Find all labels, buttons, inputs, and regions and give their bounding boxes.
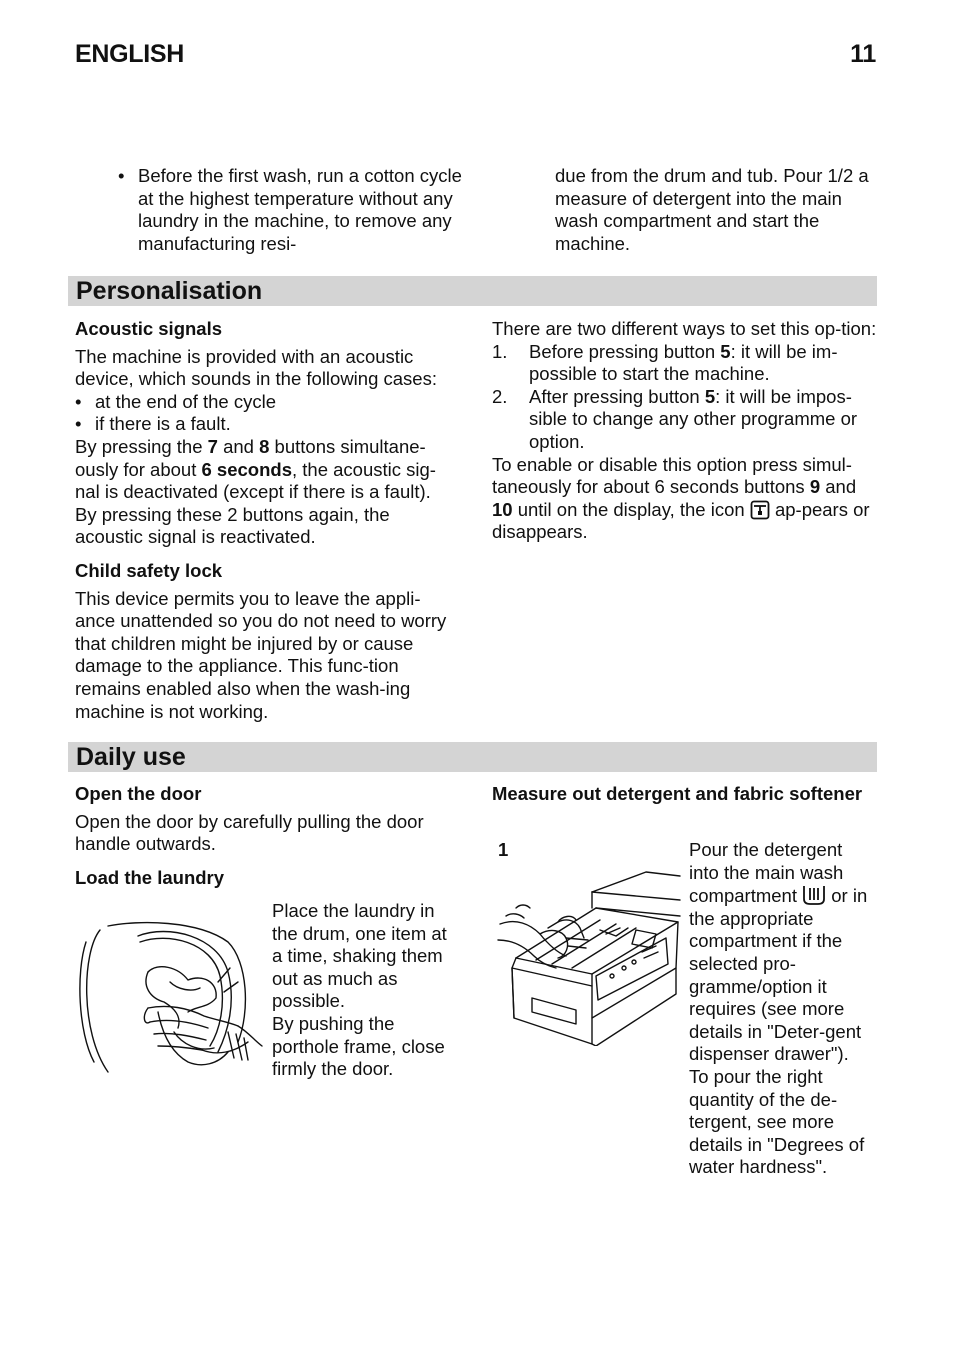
load-laundry-instruction: Place the laundry in the drum, one item at a time, shaking them out as much as possible. xyxy=(272,900,447,1012)
load-laundry-text xyxy=(272,900,457,1081)
acoustic-bullet-text: at the end of the cycle xyxy=(95,390,277,412)
lock-option-item: 1. Before pressing button 5: it will be im-possible to start the machine. xyxy=(492,340,838,385)
page-language: ENGLISH xyxy=(75,40,185,68)
load-laundry-heading: Load the laundry xyxy=(75,866,225,888)
personalisation-left-column xyxy=(75,318,460,723)
intro-bullet-part1: Before the first wash, run a cotton cycle at the highest temperature without any laundry in the machine, to remove any manufacturing resi- xyxy=(138,165,462,254)
measure-text xyxy=(689,839,877,1179)
section-title: Personalisation xyxy=(76,277,263,305)
section-title: Daily use xyxy=(76,743,186,771)
intro-bullet-part2: due from the drum and tub. Pour 1/2 a measure of detergent into the main wash compartment and start the machine. xyxy=(555,165,869,254)
load-laundry-illustration xyxy=(78,912,268,1084)
acoustic-heading: Acoustic signals xyxy=(75,318,223,339)
detergent-drawer-illustration xyxy=(496,868,682,1046)
open-door-text: Open the door by carefully pulling the door handle outwards. xyxy=(75,810,424,855)
acoustic-intro: The machine is provided with an acoustic device, which sounds in the following cases: xyxy=(75,345,437,390)
page-number: 11 xyxy=(850,40,876,68)
section-daily-use xyxy=(68,742,877,772)
acoustic-bullet xyxy=(75,413,460,436)
child-lock-text: This device permits you to leave the appli-ance unattended so you do not need to worry that children might be injured by or cause damage to the appliance. This func-tion remains enabled also when the wash-ing machine is not working. xyxy=(75,587,447,722)
daily-left-column xyxy=(75,783,460,889)
lock-option-item: 2. After pressing button 5: it will be impos-sible to change any other programme or option. xyxy=(492,385,858,452)
child-lock-icon xyxy=(750,500,770,520)
lock-toggle-text: To enable or disable this option press simul-taneously for about 6 seconds buttons 9 and 10 until on the display, the icon ap-pears or disappears. xyxy=(492,453,870,543)
section-personalisation xyxy=(68,276,877,306)
acoustic-bullet xyxy=(75,391,460,414)
measure-heading: Measure out detergent and fabric softener xyxy=(492,783,863,804)
pour-detergent-instruction: Pour the detergent into the main wash compartment or in the appropriate compartment if the selected pro-gramme/option it requires (see more details in "Deter-gent dispenser drawer"). xyxy=(689,839,868,1065)
acoustic-bullet-text: if there is a fault. xyxy=(95,413,231,435)
detergent-quantity-instruction: To pour the right quantity of the de-tergent, see more details in "Degrees of water hardness". xyxy=(689,1065,865,1178)
lock-options-intro: There are two different ways to set this op-tion: xyxy=(492,318,877,339)
open-door-heading: Open the door xyxy=(75,783,202,804)
daily-right-column xyxy=(492,783,877,806)
step-number: 1 xyxy=(498,839,509,860)
child-lock-heading: Child safety lock xyxy=(75,559,223,581)
acoustic-deactivate-text: By pressing the 7 and 8 buttons simultane-ously for about 6 seconds, the acoustic sig-nal is deactivated (except if there is a fault). xyxy=(75,435,436,503)
intro-bullet xyxy=(118,165,473,255)
main-wash-compartment-icon xyxy=(802,884,826,906)
personalisation-right-column xyxy=(492,318,877,544)
acoustic-reactivate-text: By pressing these 2 buttons again, the acoustic signal is reactivated. xyxy=(75,503,390,548)
close-door-instruction: By pushing the porthole frame, close firmly the door. xyxy=(272,1012,445,1080)
